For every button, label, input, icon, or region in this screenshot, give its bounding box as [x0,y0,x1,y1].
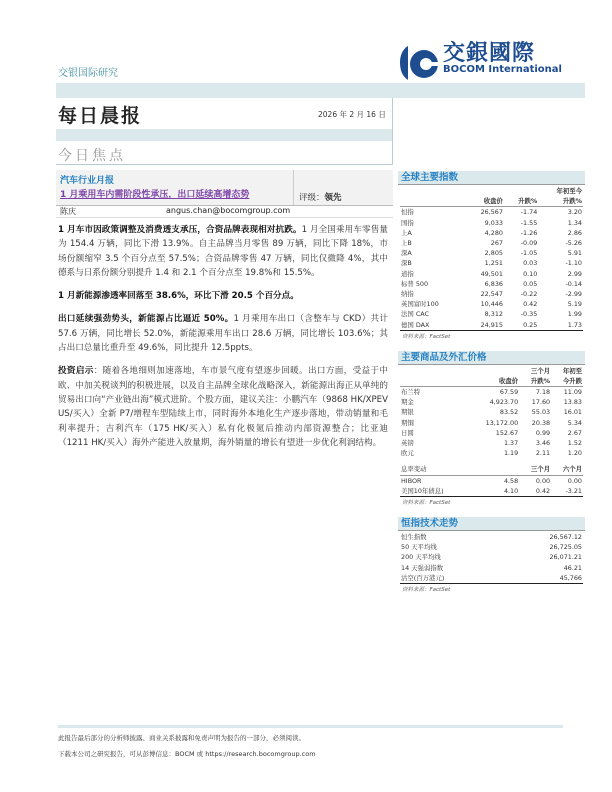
row-label: 德国 DAX [400,319,464,330]
cell-value: 0.05 [523,279,538,288]
col-header: 六个月 [551,464,583,475]
table-row [400,269,583,279]
paragraph [58,364,388,450]
paragraph-lead: 1 月新能源渗透率回落至 38.6%，环比下滑 20.5 个百分点。 [58,291,299,302]
cell-value: 1.34 [567,218,582,227]
table-row [400,319,583,330]
cell-value: 17.60 [531,398,551,407]
row-label: 上A [401,228,412,237]
row-label: HIBOR [401,476,422,485]
cell-value: -3.21 [551,486,583,497]
table-row [400,552,583,562]
paragraph [58,312,388,355]
cell-value: 0.42 [519,486,551,497]
disclaimer: 此报告最后部分的分析师披露、商业关系披露和免责声明为报告的一部分，必须阅读。 [58,734,305,742]
cell-value: 0.10 [523,269,538,278]
report-date: 2026 年 2 月 16 日 [318,110,386,119]
indices-table [400,186,583,331]
cell-value: 46.21 [563,563,582,572]
cell-value: 10,446 [480,300,503,309]
row-label: 200 天平均线 [401,553,441,562]
cell-value: -1.10 [565,259,582,268]
row-label: 上B [401,239,412,248]
cell-value: 267 [490,239,503,248]
table-row [400,438,583,448]
table-row [400,218,583,228]
divider [56,217,393,218]
cell-value: 4.58 [503,476,519,485]
body-text [58,223,388,459]
cell-value: -0.35 [520,310,538,319]
cell-value: -0.14 [565,279,582,288]
table-row [400,486,583,497]
row-label: 欧元 [401,449,414,458]
source-note: 资料来源：FactSet [402,499,451,506]
cell-value: 26,567.12 [549,532,582,541]
research-label: 交银国际研究 [58,68,118,79]
cell-value: -5.26 [565,239,582,248]
author-email[interactable]: angus.chan@bocomgroup.com [166,206,291,215]
col-header: 升跌% [538,196,583,207]
source-note: 资料来源：FactSet [402,333,451,340]
cell-value: 0.99 [535,428,551,437]
cell-value: 4.10 [467,486,519,497]
cell-value: 0.03 [523,259,538,268]
commodities-title: 主要商品及外汇价格 [398,351,585,365]
row-label: 纳指 [401,289,414,298]
table-row [400,428,583,438]
row-label: 日圆 [401,428,414,437]
author: 陈庆 [60,207,76,216]
cell-value: 24,915 [464,319,504,330]
table-row [400,542,583,552]
table-row [400,299,583,309]
cell-value: 83.52 [499,408,519,417]
paragraph [58,223,388,280]
cell-value: -0.09 [520,239,538,248]
cell-value: -1.05 [520,249,538,258]
cell-value: 5.19 [567,300,582,309]
paragraph-lead: 1 月车市因政策调整及消费透支承压，合资品牌表现相对抗跌。 [58,225,302,235]
report-section: 汽车行业月报 [60,176,115,186]
row-label: 50 天平均线 [401,543,437,552]
table-row [400,387,583,398]
row-label: 恒指 [401,208,414,217]
cell-value: 9,033 [484,218,503,227]
rating-value: 领先 [324,193,342,203]
col-header: 收盘价 [467,376,519,387]
paragraph-lead: 投资启示 [58,366,94,377]
divider [392,98,393,165]
cell-value: 11.09 [563,388,582,397]
row-label: 14 天强弱指数 [401,563,444,572]
cell-value: 1.20 [567,449,582,458]
row-label: 恒生指数 [401,532,427,541]
row-label: 布兰特 [401,388,421,397]
row-label: 期银 [401,408,414,417]
col-header: 今升跌 [551,376,583,387]
row-label: 深A [401,249,412,258]
row-label: 法国 CAC [401,310,429,319]
cell-value: 55.03 [531,408,551,417]
table-row [400,397,583,407]
cell-value: 0.00 [535,476,551,485]
cell-value: 2.86 [567,228,582,237]
cell-value: 1.52 [567,439,582,448]
row-label: 国指 [401,218,414,227]
table-row [400,532,583,542]
col-header: 升跌% [519,376,551,387]
paragraph-text: 1 月乘用车出口（含整车与 CKD）共计 57.6 万辆，同比增长 52.0%，新能源乘用车出口 28.6 万辆，同比增长 103.6%；其占出口总量比重升至 49.6%，同比提升 12.5ppts。 [58,314,389,354]
row-label: 深B [401,259,412,268]
table-row [400,309,583,319]
cell-value: 2,805 [484,249,503,258]
technical-table [400,532,583,584]
source-note: 资料来源：FactSet [402,586,451,593]
row-label: 期铜 [401,418,414,427]
row-label: 英国富时100 [401,300,439,309]
cell-value: 1,251 [484,259,503,268]
table-row [400,448,583,458]
paragraph [58,289,388,303]
row-label: 道指 [401,269,414,278]
table-row [400,279,583,289]
cell-value: 67.59 [499,388,519,397]
technical-title: 恒指技术走势 [398,517,585,531]
cell-value: 1.99 [567,310,582,319]
col-header: 三个月 [519,464,551,475]
cell-value: 152.67 [495,428,519,437]
cell-value: 0.00 [567,476,582,485]
bocom-logo-icon [400,36,440,82]
paragraph-text: 1 月全国乘用车零售量为 154.4 万辆，同比下滑 13.9%。自主品牌当月零售 89 万辆，同比下降 18%，市场份额缩窄 3.5 个百分点至 57.5%；合资品牌零售 47 万辆，同比仅微降 4%，其中德系与日系份额分别提升 1.4 和 2.1 个百分点至 19.8%和 15.5%。 [58,225,388,278]
cell-value: 5.91 [567,249,582,258]
cell-value: 1.73 [538,319,583,330]
table-row [400,407,583,417]
indices-title: 全球主要指数 [398,171,585,185]
cell-value: 26,567 [480,208,503,217]
cell-value: 2.99 [567,269,582,278]
company-logo [400,36,580,80]
download-note: 下载本公司之研究报告，可从彭博信息：BOCM 或 https://research.bocomgroup.com [58,750,316,758]
col-header: 年初至今 [556,187,582,196]
focus-heading: 今日焦点 [58,148,126,164]
cell-value: 2.67 [567,428,582,437]
table-row [400,207,583,218]
table-row [400,258,583,268]
cell-value: 7.18 [535,388,551,397]
cell-value: 26,725.05 [549,543,582,552]
cell-value: 0.42 [523,300,538,309]
cell-value: -2.99 [565,289,582,298]
page-title: 每日晨报 [58,105,143,127]
cell-value: 4,923.70 [489,398,519,407]
cell-value: 8,312 [484,310,503,319]
cell-value: 4,280 [484,228,503,237]
cell-value: 26,071.21 [549,553,582,562]
col-header: 收盘价 [464,196,504,207]
cell-value: -0.22 [520,289,538,298]
cell-value: -1.26 [520,228,538,237]
cell-value: 6,836 [484,279,503,288]
table-row [400,418,583,428]
table-row [400,573,583,584]
footer-band [58,725,563,728]
row-label: 息率变动 [400,464,467,475]
cell-value: 1.19 [503,449,519,458]
focus-band [56,129,393,141]
cell-value: 2.11 [535,449,551,458]
table-row [400,289,583,299]
logo-en: BOCOM International [443,64,562,75]
table-row [400,475,583,486]
commodities-table [400,366,583,497]
cell-value: 5.34 [567,418,582,427]
cell-value: 1.37 [503,439,519,448]
row-label: 标普 500 [401,279,429,288]
paragraph-lead: 出口延续强劲势头，新能源占比逼近 50%。 [58,314,234,325]
cell-value: 49,501 [480,269,503,278]
row-label: 英镑 [401,439,414,448]
cell-value: 0.25 [504,319,538,330]
col-header: 升跌% [504,196,538,207]
cell-value: 3.46 [535,439,551,448]
cell-value: 13.83 [563,398,582,407]
header-band [56,83,585,98]
cell-value: 45,766 [504,573,583,584]
cell-value: 16.01 [563,408,582,417]
paragraph-text: ：随着各地细则加速落地，车市景气度有望逐步回暖。出口方面，受益于中欧、中加关税谈判的积极进展，以及自主品牌全球化战略深入，新能源出海正从单纯的贸易出口向“产业链出海”模式进阶。个股方面，建议关注：小鹏汽车（9868 HK/XPEV US/买入）全新 P7/增程车型陆续上市，同时海外本地化生产逐步落地，带动销量和毛利率提升；吉利汽车（175 HK/买入）私有化极氪后推动内部资源整合；比亚迪（1211 HK/买入）海外产能进入放量期，海外销量的增长有望进一步优化利润结构。 [58,366,388,448]
table-row [400,562,583,572]
market-data-column [398,171,585,604]
rating-label: 评级： [299,193,325,203]
table-row [400,238,583,248]
divider [293,170,294,205]
cell-value: -1.74 [520,208,538,217]
cell-value: 20.38 [531,418,551,427]
col-header: 年初至 [562,366,582,375]
cell-value: 13,172.00 [485,418,519,427]
row-label: 期金 [401,398,414,407]
table-row [400,248,583,258]
logo-cn: 交銀國際 [443,41,536,66]
report-box [56,170,393,206]
cell-value: -1.55 [520,218,538,227]
report-link[interactable]: 1 月乘用车内需阶段性承压，出口延续高增态势 [60,190,250,200]
cell-value: 22,547 [480,289,503,298]
cell-value: 3.20 [567,208,582,217]
col-header: 三个月 [530,366,551,375]
table-row [400,464,583,475]
row-label: 美国10年债息) [400,486,467,497]
table-row [400,228,583,238]
divider [56,164,393,165]
row-label: 沽空(百万港元) [400,573,504,584]
